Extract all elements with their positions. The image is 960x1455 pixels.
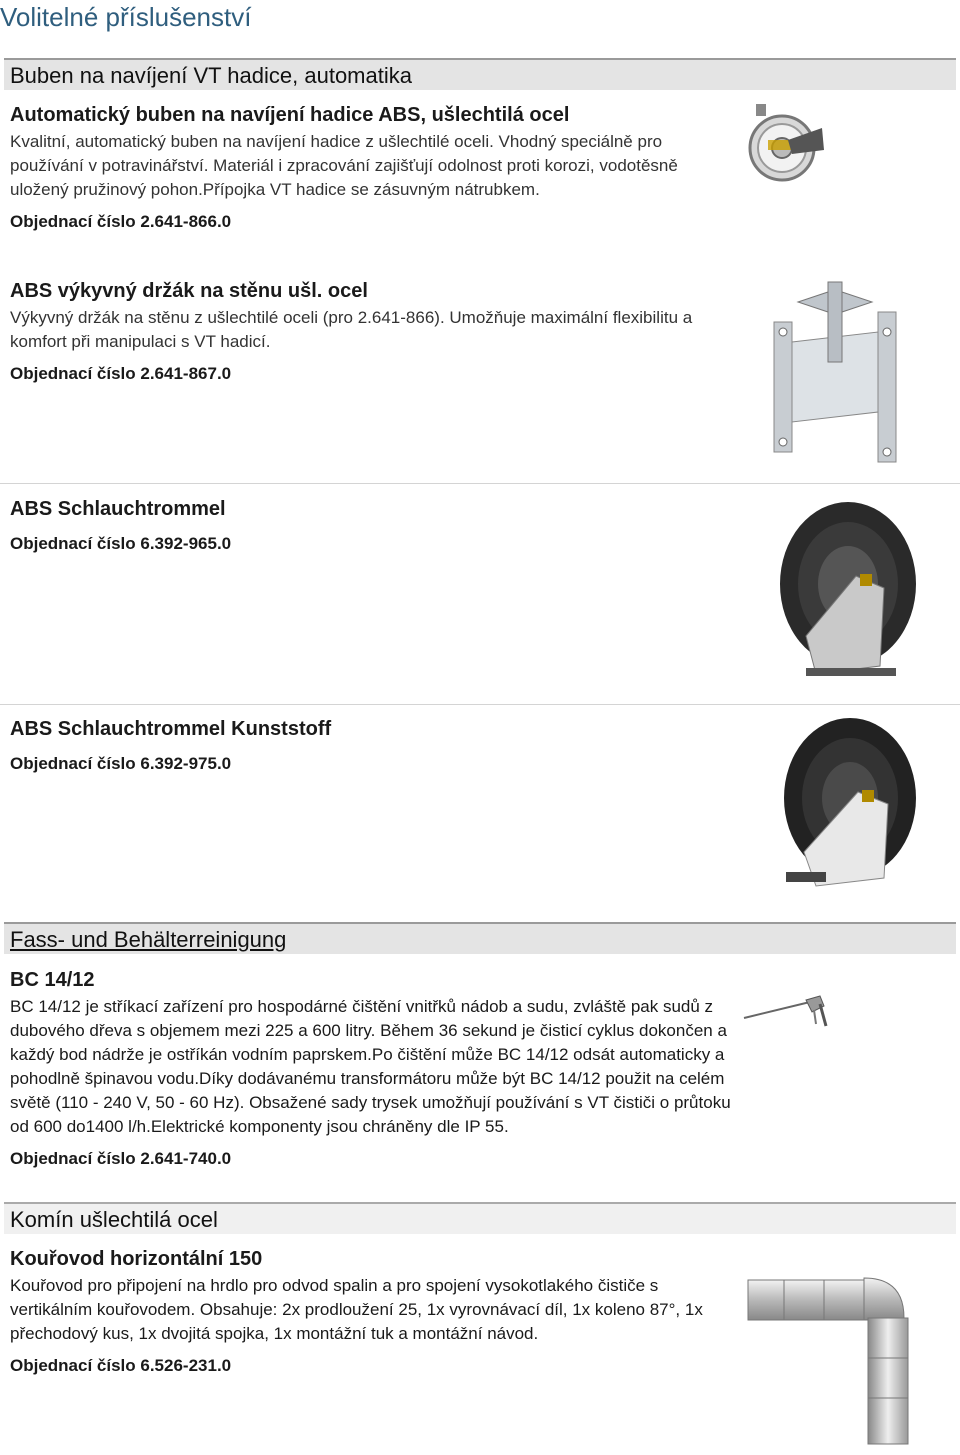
product-title: ABS výkyvný držák na stěnu ušl. ocel [10, 280, 368, 302]
section-heading-chimney [4, 1202, 956, 1234]
order-number: Objednací číslo 6.392-975.0 [10, 754, 232, 773]
section-heading-label: Komín ušlechtilá ocel [10, 1207, 218, 1232]
order-number: Objednací číslo 2.641-866.0 [10, 212, 232, 231]
hose-reel-black-icon [776, 496, 926, 686]
product-description: BC 14/12 je stříkací zařízení pro hospodárné čištění vnitřků nádob a sudu, zvláště pak sudů z dubového dřeva s objemem mezi 225 a 600 litry. Během 36 sekund je čisticí cyklus dokončen a každý bod nádrže je ostříkán vodním paprskem.Po čištění může BC 14/12 odsát automaticky a pohodlně špinavou vodu.Díky dodávanému transformátoru může být BC 14/12 použit na celém světě (110 - 240 V, 50 - 60 Hz). Obsažené sady trysek umožňují používání s VT čističi o průtoku od 600 do1400 l/h.Elektrické komponenty jsou chráněny dle IP 55. [10, 997, 731, 1136]
product-description: Kvalitní, automatický buben na navíjení hadice z ušlechtilé oceli. Vhodný speciálně pro používání v potravinářství. Materiál i zpracování zajišťují odolnost proti korozi, vodotěsně uložený pružinový pohon.Přípojka VT hadice se zásuvným nátrubkem. [10, 132, 678, 199]
product-title: Kouřovod horizontální 150 [10, 1248, 263, 1270]
section-heading-label: Buben na navíjení VT hadice, automatika [10, 63, 412, 88]
divider [0, 483, 960, 484]
product-title: ABS Schlauchtrommel [10, 498, 226, 520]
section-heading-barrel-cleaning [4, 922, 956, 954]
product-title: BC 14/12 [10, 969, 95, 991]
order-number: Objednací číslo 6.526-231.0 [10, 1356, 232, 1375]
product-title: Automatický buben na navíjení hadice ABS, ušlechtilá ocel [10, 104, 570, 126]
page-title: Volitelné příslušenství [0, 2, 252, 32]
plastic-hose-reel-icon [776, 712, 926, 898]
product-item [10, 102, 730, 234]
product-title: ABS Schlauchtrommel Kunststoff [10, 718, 332, 740]
product-description: Kouřovod pro připojení na hrdlo pro odvod spalin a pro spojení vysokotlakého čističe s vertikálním kouřovodem. Obsahuje: 2x prodloužení 25, 1x vyrovnávací díl, 1x koleno 87°, 1x přechodový kus, 1x dvojitá spojka, 1x montážní tuk a montážní návod. [10, 1276, 703, 1343]
product-description: Výkyvný držák na stěnu z ušlechtilé oceli (pro 2.641-866). Umožňuje maximální flexibilitu a komfort při manipulaci s VT hadicí. [10, 308, 693, 351]
product-item [10, 278, 730, 386]
product-item [10, 967, 735, 1171]
flue-pipe-elbow-icon [744, 1268, 914, 1448]
order-number: Objednací číslo 6.392-965.0 [10, 534, 232, 553]
order-number: Objednací číslo 2.641-740.0 [10, 1149, 232, 1168]
section-heading-hose-reel [4, 58, 956, 90]
product-item [10, 496, 730, 556]
swivel-wall-bracket-icon [768, 272, 908, 472]
order-number: Objednací číslo 2.641-867.0 [10, 364, 232, 383]
divider [0, 704, 960, 705]
product-item [10, 716, 730, 776]
barrel-cleaning-lance-icon [740, 990, 840, 1040]
section-heading-label: Fass- und Behälterreinigung [10, 927, 287, 952]
stainless-hose-reel-icon [748, 100, 828, 192]
product-item [10, 1246, 730, 1378]
